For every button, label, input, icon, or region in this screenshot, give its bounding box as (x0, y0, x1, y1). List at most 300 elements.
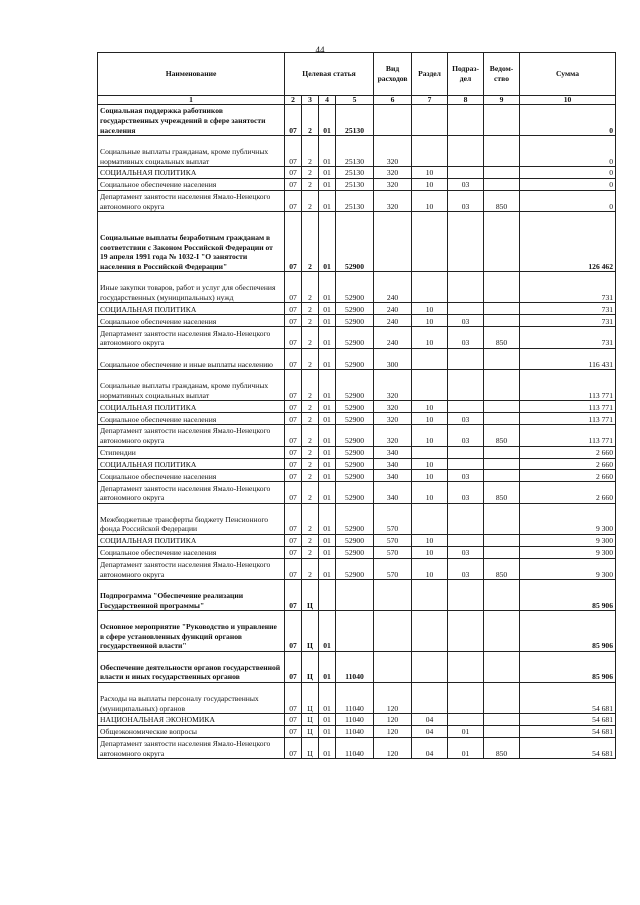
table-row (98, 737, 616, 759)
table-row (98, 534, 616, 546)
row-target-direction: 52900 (336, 534, 374, 546)
budget-table (97, 52, 616, 759)
row-target-event: 01 (319, 212, 336, 272)
row-subsection: 03 (448, 425, 484, 447)
row-expense-type: 320 (374, 167, 412, 179)
row-sum: 126 462 (520, 212, 616, 272)
row-target-subprogram: 2 (302, 105, 319, 136)
row-target-direction (336, 580, 374, 611)
row-subsection (448, 105, 484, 136)
row-target-program: 07 (285, 737, 302, 759)
row-target-direction: 52900 (336, 303, 374, 315)
row-target-direction: 52900 (336, 458, 374, 470)
table-row (98, 303, 616, 315)
row-target-event: 01 (319, 446, 336, 458)
row-expense-type: 240 (374, 272, 412, 303)
row-target-program: 07 (285, 413, 302, 425)
col-number: 5 (336, 96, 374, 105)
row-section: 10 (412, 190, 448, 212)
row-expense-type: 240 (374, 315, 412, 327)
row-name: Социальное обеспечение населения (98, 315, 285, 327)
table-row (98, 651, 616, 682)
header-subsection: Подраз-дел (448, 53, 484, 96)
row-sum: 0 (520, 179, 616, 191)
row-target-program: 07 (285, 190, 302, 212)
row-target-event: 01 (319, 315, 336, 327)
col-number: 1 (98, 96, 285, 105)
row-section (412, 105, 448, 136)
header-target: Целевая статья (285, 53, 374, 96)
row-department (484, 726, 520, 738)
row-name: Социальное обеспечение населения (98, 179, 285, 191)
row-subsection: 03 (448, 470, 484, 482)
row-department (484, 315, 520, 327)
table-row (98, 482, 616, 504)
row-target-subprogram: 2 (302, 425, 319, 447)
row-target-subprogram: Ц (302, 714, 319, 726)
row-department (484, 534, 520, 546)
row-sum: 116 431 (520, 348, 616, 370)
row-name: СОЦИАЛЬНАЯ ПОЛИТИКА (98, 458, 285, 470)
row-target-subprogram: 2 (302, 534, 319, 546)
table-row (98, 315, 616, 327)
row-target-subprogram: 2 (302, 401, 319, 413)
row-name: СОЦИАЛЬНАЯ ПОЛИТИКА (98, 167, 285, 179)
row-expense-type: 340 (374, 470, 412, 482)
row-target-event: 01 (319, 136, 336, 167)
row-target-direction: 52900 (336, 558, 374, 580)
row-name: СОЦИАЛЬНАЯ ПОЛИТИКА (98, 303, 285, 315)
table-row (98, 546, 616, 558)
row-department (484, 105, 520, 136)
row-section: 10 (412, 303, 448, 315)
row-target-program: 07 (285, 714, 302, 726)
row-target-event: 01 (319, 503, 336, 534)
row-target-event: 01 (319, 737, 336, 759)
row-subsection (448, 651, 484, 682)
row-target-subprogram: 2 (302, 446, 319, 458)
row-target-subprogram: 2 (302, 470, 319, 482)
row-target-program: 07 (285, 611, 302, 652)
row-section (412, 503, 448, 534)
row-sum: 0 (520, 136, 616, 167)
row-name: Социальное обеспечение населения (98, 546, 285, 558)
row-expense-type: 340 (374, 482, 412, 504)
row-section: 10 (412, 558, 448, 580)
row-target-event: 01 (319, 425, 336, 447)
row-target-event: 01 (319, 714, 336, 726)
table-row (98, 425, 616, 447)
row-target-event (319, 580, 336, 611)
row-target-program: 07 (285, 327, 302, 349)
table-row (98, 370, 616, 401)
row-target-direction: 52900 (336, 470, 374, 482)
row-target-event: 01 (319, 190, 336, 212)
row-department (484, 401, 520, 413)
table-row (98, 190, 616, 212)
row-target-event: 01 (319, 611, 336, 652)
table-row (98, 726, 616, 738)
table-row (98, 470, 616, 482)
row-subsection (448, 303, 484, 315)
row-target-subprogram: 2 (302, 546, 319, 558)
col-number: 6 (374, 96, 412, 105)
row-target-direction: 52900 (336, 401, 374, 413)
row-target-program: 07 (285, 651, 302, 682)
row-target-event: 01 (319, 534, 336, 546)
table-row (98, 503, 616, 534)
row-target-program: 07 (285, 503, 302, 534)
row-department: 850 (484, 737, 520, 759)
row-sum: 9 300 (520, 546, 616, 558)
row-department (484, 458, 520, 470)
col-number: 8 (448, 96, 484, 105)
row-target-subprogram: 2 (302, 413, 319, 425)
row-department (484, 272, 520, 303)
row-target-subprogram: 2 (302, 482, 319, 504)
row-target-direction: 52900 (336, 413, 374, 425)
row-target-direction: 52900 (336, 272, 374, 303)
row-sum: 54 681 (520, 737, 616, 759)
row-subsection (448, 714, 484, 726)
row-expense-type: 300 (374, 348, 412, 370)
row-sum: 731 (520, 327, 616, 349)
row-section: 10 (412, 413, 448, 425)
row-target-subprogram: Ц (302, 611, 319, 652)
row-target-subprogram: Ц (302, 726, 319, 738)
row-target-subprogram: Ц (302, 737, 319, 759)
row-target-subprogram: 2 (302, 558, 319, 580)
row-section (412, 370, 448, 401)
row-subsection: 03 (448, 482, 484, 504)
row-target-direction: 25130 (336, 105, 374, 136)
row-target-direction (336, 611, 374, 652)
row-subsection (448, 272, 484, 303)
col-number: 9 (484, 96, 520, 105)
table-row (98, 272, 616, 303)
row-department (484, 348, 520, 370)
row-section (412, 446, 448, 458)
row-target-subprogram: 2 (302, 327, 319, 349)
table-row (98, 167, 616, 179)
row-subsection: 01 (448, 726, 484, 738)
row-target-program: 07 (285, 580, 302, 611)
row-section (412, 136, 448, 167)
row-section (412, 611, 448, 652)
row-section (412, 651, 448, 682)
col-number: 7 (412, 96, 448, 105)
row-expense-type: 120 (374, 683, 412, 714)
row-subsection: 03 (448, 558, 484, 580)
row-target-direction: 11040 (336, 651, 374, 682)
row-target-direction: 52900 (336, 546, 374, 558)
row-expense-type: 570 (374, 546, 412, 558)
row-section (412, 683, 448, 714)
row-target-program: 07 (285, 348, 302, 370)
table-row (98, 683, 616, 714)
row-target-event: 01 (319, 303, 336, 315)
row-name: СОЦИАЛЬНАЯ ПОЛИТИКА (98, 401, 285, 413)
row-target-program: 07 (285, 272, 302, 303)
row-section: 10 (412, 546, 448, 558)
row-name: Департамент занятости населения Ямало-Ненецкого автономного округа (98, 425, 285, 447)
table-body (98, 105, 616, 759)
row-section (412, 580, 448, 611)
row-expense-type (374, 105, 412, 136)
row-section (412, 348, 448, 370)
row-expense-type (374, 611, 412, 652)
row-expense-type (374, 212, 412, 272)
col-number: 10 (520, 96, 616, 105)
row-target-event: 01 (319, 726, 336, 738)
row-target-program: 07 (285, 315, 302, 327)
header-section: Раздел (412, 53, 448, 96)
table-row (98, 212, 616, 272)
row-subsection (448, 580, 484, 611)
header-sum: Сумма (520, 53, 616, 96)
row-target-program: 07 (285, 105, 302, 136)
row-target-event: 01 (319, 546, 336, 558)
row-name: Общеэкономические вопросы (98, 726, 285, 738)
row-target-direction: 25130 (336, 136, 374, 167)
row-section: 10 (412, 167, 448, 179)
row-target-event: 01 (319, 272, 336, 303)
header-name: Наименование (98, 53, 285, 96)
row-target-program: 07 (285, 136, 302, 167)
row-target-subprogram: 2 (302, 315, 319, 327)
row-target-direction: 52900 (336, 327, 374, 349)
row-target-subprogram: 2 (302, 167, 319, 179)
row-department (484, 611, 520, 652)
row-name: Обеспечение деятельности органов государственной власти и иных государственных органов (98, 651, 285, 682)
row-department (484, 212, 520, 272)
row-target-event: 01 (319, 458, 336, 470)
row-expense-type: 320 (374, 190, 412, 212)
row-target-event: 01 (319, 167, 336, 179)
row-section: 10 (412, 401, 448, 413)
row-target-subprogram: 2 (302, 212, 319, 272)
row-target-direction: 11040 (336, 726, 374, 738)
row-target-direction: 52900 (336, 503, 374, 534)
row-expense-type: 340 (374, 446, 412, 458)
row-expense-type: 120 (374, 726, 412, 738)
table-row (98, 413, 616, 425)
table-row (98, 611, 616, 652)
row-expense-type: 320 (374, 136, 412, 167)
row-department (484, 683, 520, 714)
row-target-subprogram: 2 (302, 370, 319, 401)
row-sum: 85 906 (520, 651, 616, 682)
row-name: Департамент занятости населения Ямало-Ненецкого автономного округа (98, 558, 285, 580)
row-name: Социальное обеспечение населения (98, 470, 285, 482)
row-section: 10 (412, 425, 448, 447)
table-row (98, 714, 616, 726)
table-row (98, 401, 616, 413)
row-department (484, 470, 520, 482)
row-target-subprogram: 2 (302, 303, 319, 315)
row-target-direction: 52900 (336, 482, 374, 504)
table-row (98, 105, 616, 136)
row-name: Департамент занятости населения Ямало-Ненецкого автономного округа (98, 482, 285, 504)
row-section: 10 (412, 179, 448, 191)
row-sum: 0 (520, 167, 616, 179)
row-subsection: 03 (448, 315, 484, 327)
row-name: Социальное обеспечение и иные выплаты населению (98, 348, 285, 370)
row-sum: 85 906 (520, 580, 616, 611)
row-target-program: 07 (285, 303, 302, 315)
row-target-event: 01 (319, 482, 336, 504)
row-name: Подпрограмма "Обеспечение реализации Государственной программы" (98, 580, 285, 611)
row-department: 850 (484, 425, 520, 447)
row-name: Социальная поддержка работников государственных учреждений в сфере занятости населения (98, 105, 285, 136)
row-name: Расходы на выплаты персоналу государственных (муниципальных) органов (98, 683, 285, 714)
row-name: СОЦИАЛЬНАЯ ПОЛИТИКА (98, 534, 285, 546)
row-department: 850 (484, 327, 520, 349)
row-target-subprogram: 2 (302, 348, 319, 370)
row-subsection (448, 534, 484, 546)
row-sum: 2 660 (520, 470, 616, 482)
row-target-program: 07 (285, 482, 302, 504)
row-target-direction: 52900 (336, 315, 374, 327)
row-department (484, 413, 520, 425)
table-row (98, 558, 616, 580)
row-section: 10 (412, 482, 448, 504)
table-row (98, 580, 616, 611)
header-row (98, 53, 616, 96)
row-target-program: 07 (285, 546, 302, 558)
row-name: НАЦИОНАЛЬНАЯ ЭКОНОМИКА (98, 714, 285, 726)
row-target-program: 07 (285, 167, 302, 179)
row-expense-type: 120 (374, 737, 412, 759)
row-sum: 9 300 (520, 558, 616, 580)
row-sum: 2 660 (520, 446, 616, 458)
row-target-subprogram: Ц (302, 683, 319, 714)
row-target-event: 01 (319, 413, 336, 425)
row-target-program: 07 (285, 470, 302, 482)
row-department (484, 446, 520, 458)
row-department (484, 167, 520, 179)
row-target-direction: 52900 (336, 425, 374, 447)
row-target-program: 07 (285, 458, 302, 470)
row-department (484, 179, 520, 191)
row-expense-type: 240 (374, 327, 412, 349)
row-department (484, 503, 520, 534)
row-target-event: 01 (319, 683, 336, 714)
row-subsection (448, 167, 484, 179)
row-sum: 731 (520, 303, 616, 315)
row-name: Социальные выплаты гражданам, кроме публичных нормативных социальных выплат (98, 136, 285, 167)
row-name: Социальное обеспечение населения (98, 413, 285, 425)
row-target-subprogram: 2 (302, 179, 319, 191)
row-target-event: 01 (319, 558, 336, 580)
row-subsection: 03 (448, 190, 484, 212)
row-target-program: 07 (285, 401, 302, 413)
row-expense-type (374, 580, 412, 611)
row-department (484, 714, 520, 726)
row-target-direction: 52900 (336, 212, 374, 272)
row-target-direction: 52900 (336, 370, 374, 401)
row-target-event: 01 (319, 370, 336, 401)
row-subsection (448, 503, 484, 534)
table-row (98, 327, 616, 349)
row-target-direction: 25130 (336, 190, 374, 212)
row-sum: 731 (520, 272, 616, 303)
row-target-event: 01 (319, 327, 336, 349)
row-expense-type: 570 (374, 503, 412, 534)
row-section (412, 212, 448, 272)
row-target-program: 07 (285, 534, 302, 546)
row-target-subprogram: 2 (302, 272, 319, 303)
row-name: Социальные выплаты безработным гражданам в соответствии с Законом Российской Федерации от 19 апреля 1991 года № 1032-I "О занятости населения в Российской Федерации" (98, 212, 285, 272)
table-row (98, 348, 616, 370)
row-section: 10 (412, 470, 448, 482)
row-sum: 731 (520, 315, 616, 327)
row-target-subprogram: Ц (302, 580, 319, 611)
row-expense-type: 240 (374, 303, 412, 315)
row-target-subprogram: 2 (302, 190, 319, 212)
row-target-subprogram: Ц (302, 651, 319, 682)
row-target-direction: 52900 (336, 348, 374, 370)
row-expense-type: 320 (374, 401, 412, 413)
row-section: 10 (412, 315, 448, 327)
row-target-direction: 25130 (336, 167, 374, 179)
table-row (98, 446, 616, 458)
row-section: 10 (412, 327, 448, 349)
row-target-event: 01 (319, 348, 336, 370)
row-sum: 0 (520, 105, 616, 136)
row-target-direction: 52900 (336, 446, 374, 458)
row-subsection (448, 458, 484, 470)
row-department: 850 (484, 482, 520, 504)
row-name: Межбюджетные трансферты бюджету Пенсионного фонда Российской Федерации (98, 503, 285, 534)
row-section: 04 (412, 737, 448, 759)
row-sum: 54 681 (520, 683, 616, 714)
row-department (484, 303, 520, 315)
row-subsection (448, 401, 484, 413)
row-subsection: 03 (448, 546, 484, 558)
row-target-event: 01 (319, 105, 336, 136)
row-department (484, 370, 520, 401)
row-subsection: 03 (448, 413, 484, 425)
row-subsection (448, 446, 484, 458)
row-department (484, 580, 520, 611)
row-name: Основное мероприятие "Руководство и управление в сфере установленных функций органов государственной власти" (98, 611, 285, 652)
row-sum: 2 660 (520, 458, 616, 470)
row-section (412, 272, 448, 303)
row-target-program: 07 (285, 726, 302, 738)
row-name: Департамент занятости населения Ямало-Ненецкого автономного округа (98, 190, 285, 212)
row-expense-type: 570 (374, 534, 412, 546)
table-row (98, 136, 616, 167)
row-expense-type: 570 (374, 558, 412, 580)
row-subsection (448, 370, 484, 401)
row-section: 04 (412, 714, 448, 726)
row-expense-type: 120 (374, 714, 412, 726)
row-sum: 54 681 (520, 714, 616, 726)
row-sum: 113 771 (520, 401, 616, 413)
row-subsection: 03 (448, 327, 484, 349)
row-expense-type: 320 (374, 179, 412, 191)
row-sum: 9 300 (520, 534, 616, 546)
row-sum: 113 771 (520, 370, 616, 401)
row-sum: 54 681 (520, 726, 616, 738)
row-subsection: 01 (448, 737, 484, 759)
row-target-subprogram: 2 (302, 136, 319, 167)
row-subsection (448, 348, 484, 370)
row-target-program: 07 (285, 683, 302, 714)
row-section: 10 (412, 534, 448, 546)
row-target-event: 01 (319, 470, 336, 482)
